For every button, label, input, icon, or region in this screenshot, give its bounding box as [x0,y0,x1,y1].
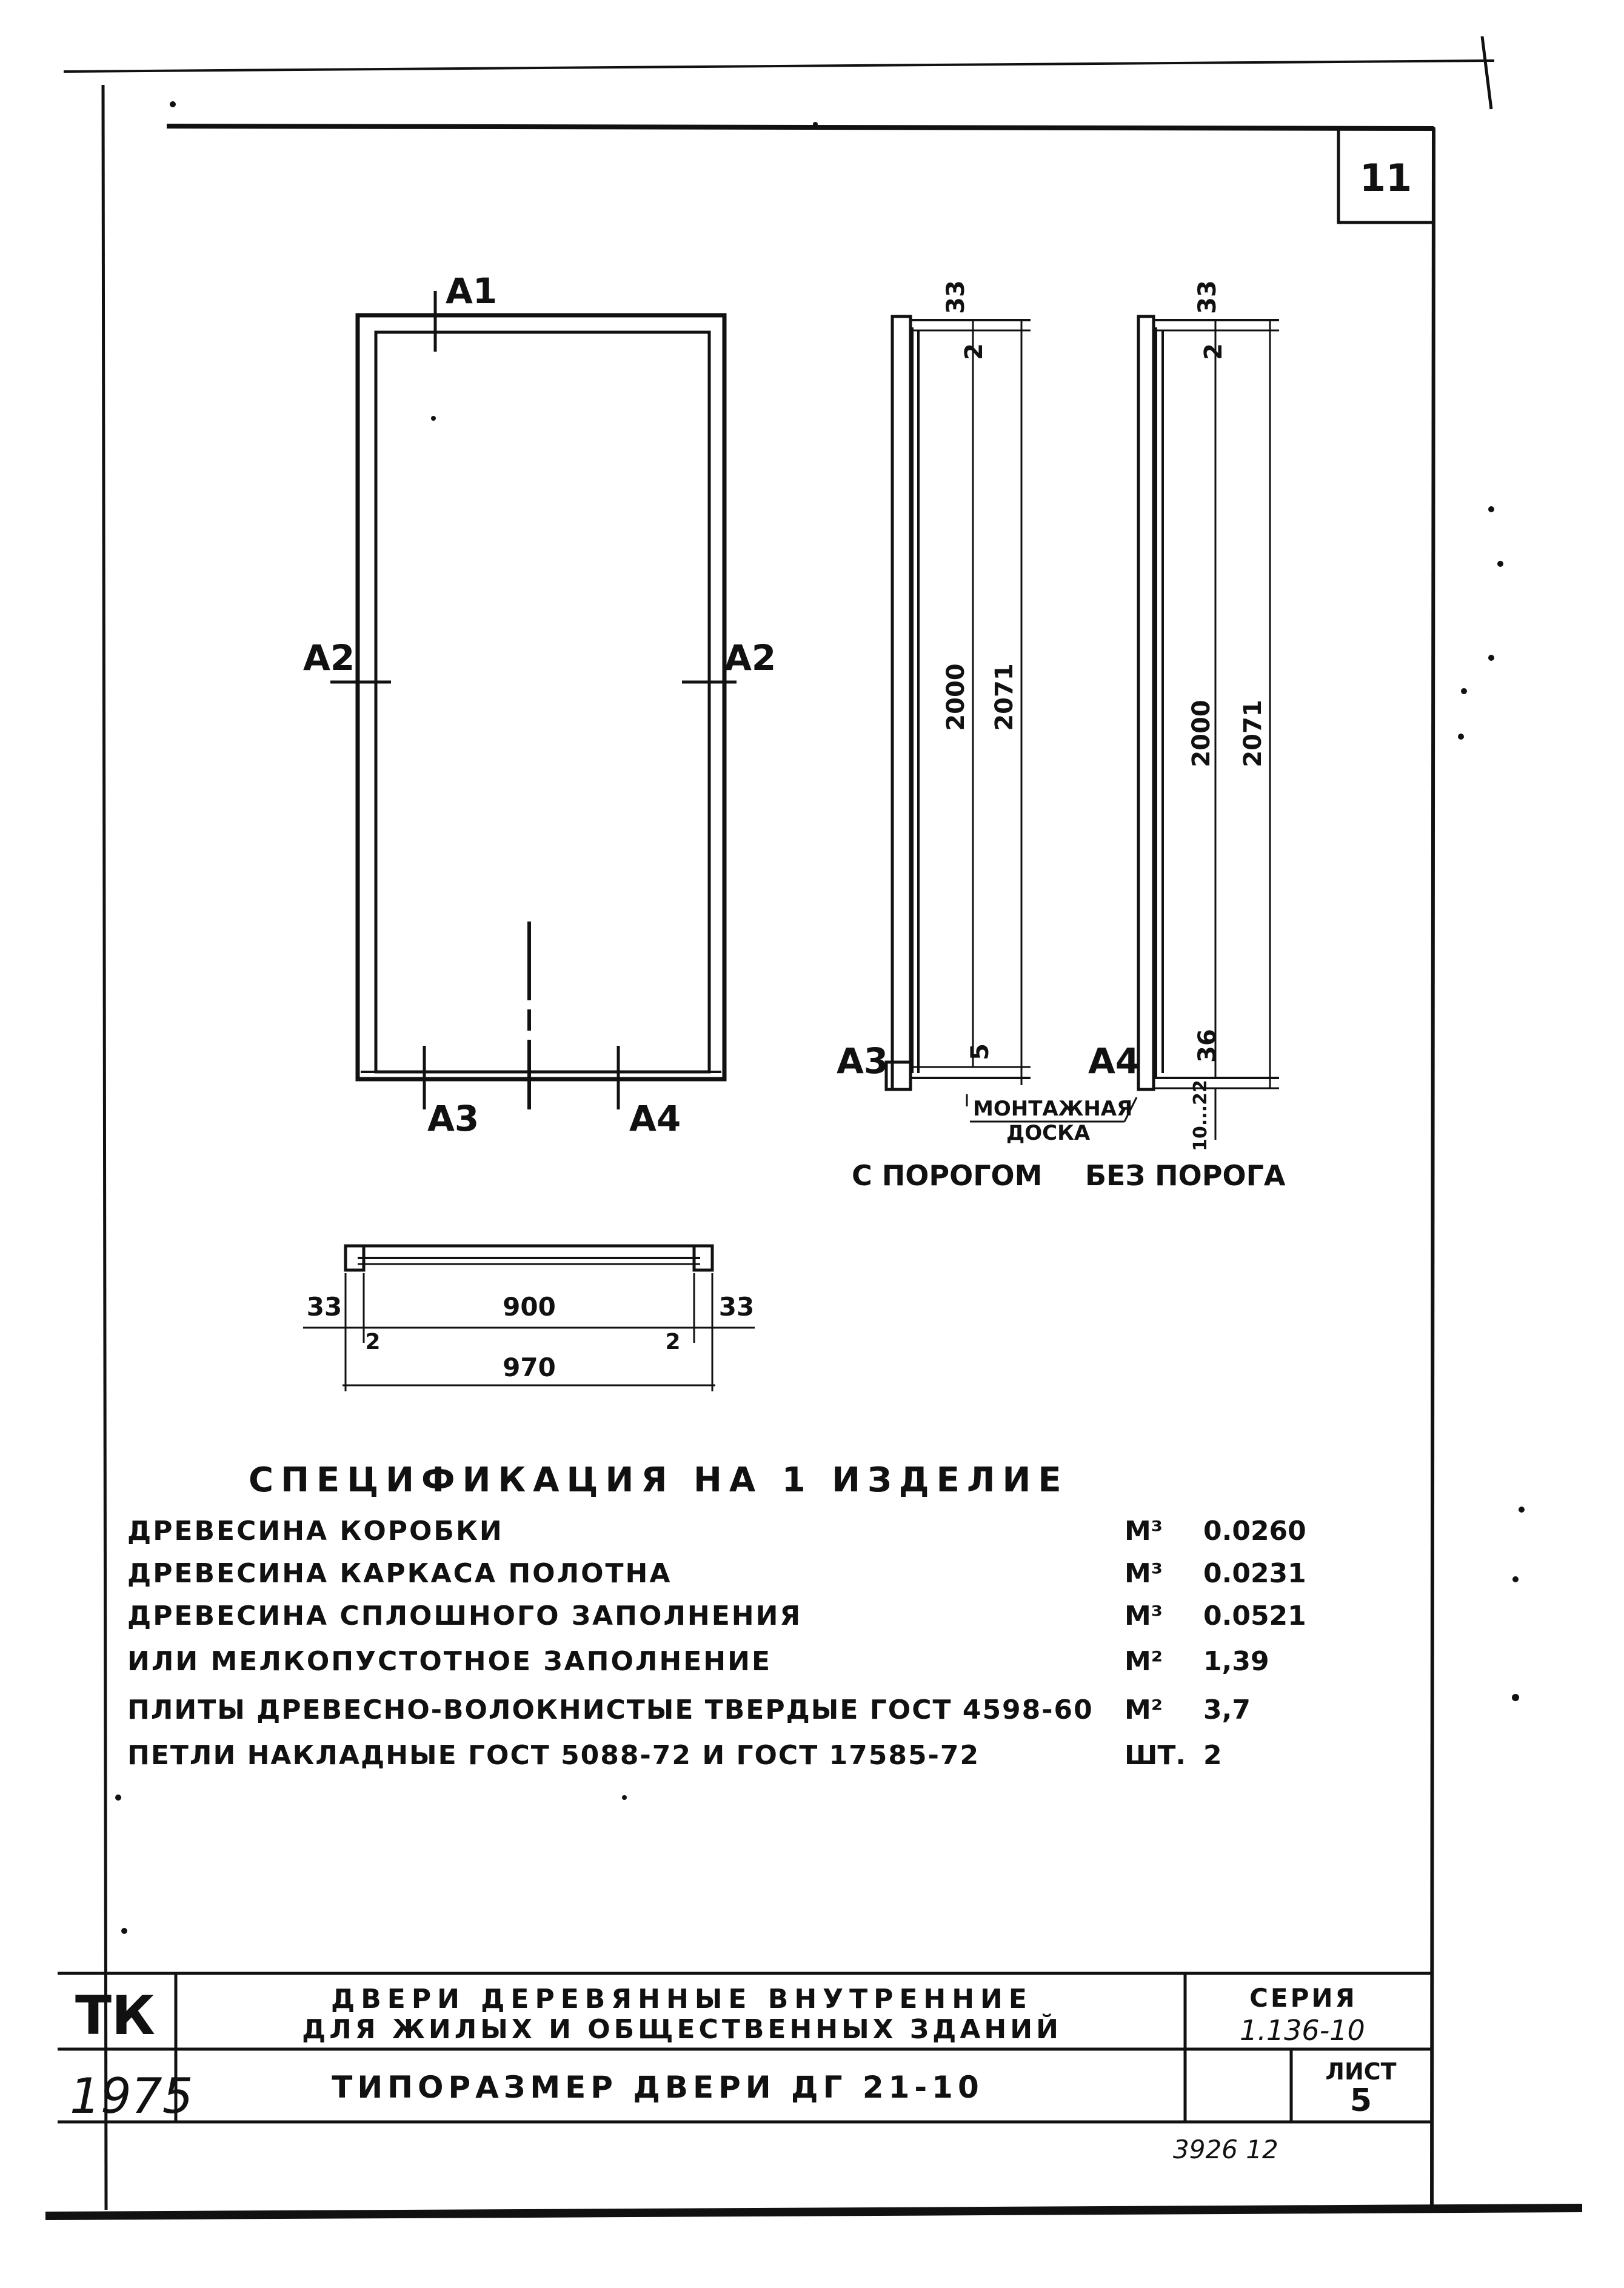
spec-row-unit: М³ [1124,1558,1163,1589]
caption: БЕЗ ПОРОГА [1085,1159,1286,1192]
spec-row-unit: М² [1124,1646,1163,1677]
spec-row [127,1740,1222,1771]
dim-top: 33 [942,280,970,314]
title-line2: ДЛЯ ЖИЛЫХ И ОБЩЕСТВЕННЫХ ЗДАНИЙ [302,2014,1062,2045]
spec-row-value: 1,39 [1203,1646,1269,1677]
year: 1975 [70,2068,193,2124]
specification [127,1460,1306,1771]
dim-bottom: 5 [966,1043,994,1060]
spec-row [127,1516,1306,1547]
spec-row-name: ДРЕВЕСИНА КОРОБКИ [127,1516,504,1547]
section-mark-a1: А1 [446,270,498,312]
dim-gap: 2 [960,343,988,360]
dim-gap: 2 [1200,343,1228,360]
section-mark-a2-left: А2 [303,637,355,678]
spec-row-unit: М³ [1124,1516,1163,1547]
org-code: ТК [75,1984,155,2047]
spec-row-value: 0.0521 [1203,1601,1306,1631]
dim-inner: 900 [503,1292,556,1322]
dim-gap-left: 2 [365,1330,381,1354]
spec-row-name: ПЕТЛИ НАКЛАДНЫЕ ГОСТ 5088-72 И ГОСТ 17585-72 [127,1740,980,1771]
caption: С ПОРОГОМ [852,1159,1043,1192]
series-label: СЕРИЯ [1249,1983,1357,2013]
sheet-number: 5 [1349,2082,1372,2119]
dim-overall: 970 [503,1353,556,1382]
section-label: А4 [1088,1040,1140,1082]
section-label: А3 [837,1040,889,1082]
spec-row-name: ДРЕВЕСИНА КАРКАСА ПОЛОТНА [127,1558,672,1589]
spec-row [127,1601,1306,1631]
title-line1: ДВЕРИ ДЕРЕВЯННЫЕ ВНУТРЕННИЕ [331,1984,1033,2015]
spec-row-name: ДРЕВЕСИНА СПЛОШНОГО ЗАПОЛНЕНИЯ [127,1601,803,1631]
corner-number: 11 [1359,156,1412,200]
spec-row-value: 0.0231 [1203,1558,1306,1589]
dim-left: 33 [306,1292,343,1322]
section-mark-a4: А4 [629,1098,681,1139]
dim-extra: 10...22 [1190,1080,1211,1151]
corner-number-box [1338,129,1434,222]
dim-bottom: 36 [1194,1029,1221,1063]
board-label-line2: ДОСКА [1006,1121,1091,1145]
door-plan-section [303,1246,755,1391]
sheet-frame [45,36,1582,2216]
board-label-line1: МОНТАЖНАЯ [973,1097,1133,1121]
spec-row-name: ПЛИТЫ ДРЕВЕСНО-ВОЛОКНИСТЫЕ ТВЕРДЫЕ ГОСТ 4598-60 [127,1694,1094,1725]
spec-row [127,1646,1269,1677]
dim-outer: 2071 [991,663,1018,731]
dim-top: 33 [1194,280,1221,314]
sheet-label: ЛИСТ [1325,2058,1397,2085]
dim-inner: 2000 [1188,700,1215,768]
section-mark-a3: А3 [427,1098,480,1139]
footer-code: 3926 12 [1173,2135,1278,2164]
dim-gap-right: 2 [665,1330,681,1354]
section-mark-a2-right: А2 [724,637,777,678]
spec-row [127,1694,1251,1725]
spec-row-name: ИЛИ МЕЛКОПУСТОТНОЕ ЗАПОЛНЕНИЕ [127,1646,772,1677]
spec-row-unit: М³ [1124,1601,1163,1631]
door-elevation [303,270,776,1139]
dim-right: 33 [718,1292,755,1322]
title-block [58,1973,1434,2164]
spec-row [127,1558,1306,1589]
dim-inner: 2000 [942,663,970,731]
spec-row-value: 2 [1203,1740,1222,1771]
spec-row-value: 3,7 [1203,1694,1251,1725]
series-value: 1.136-10 [1240,2014,1365,2047]
spec-title: СПЕЦИФИКАЦИЯ НА 1 ИЗДЕЛИЕ [249,1460,1069,1500]
sheet-title: ТИПОРАЗМЕР ДВЕРИ ДГ 21-10 [332,2070,984,2105]
dim-outer: 2071 [1239,700,1267,768]
spec-row-value: 0.0260 [1203,1516,1306,1547]
section-without-threshold [1085,280,1286,1192]
spec-row-unit: М² [1124,1694,1163,1725]
spec-row-unit: ШТ. [1124,1740,1186,1771]
